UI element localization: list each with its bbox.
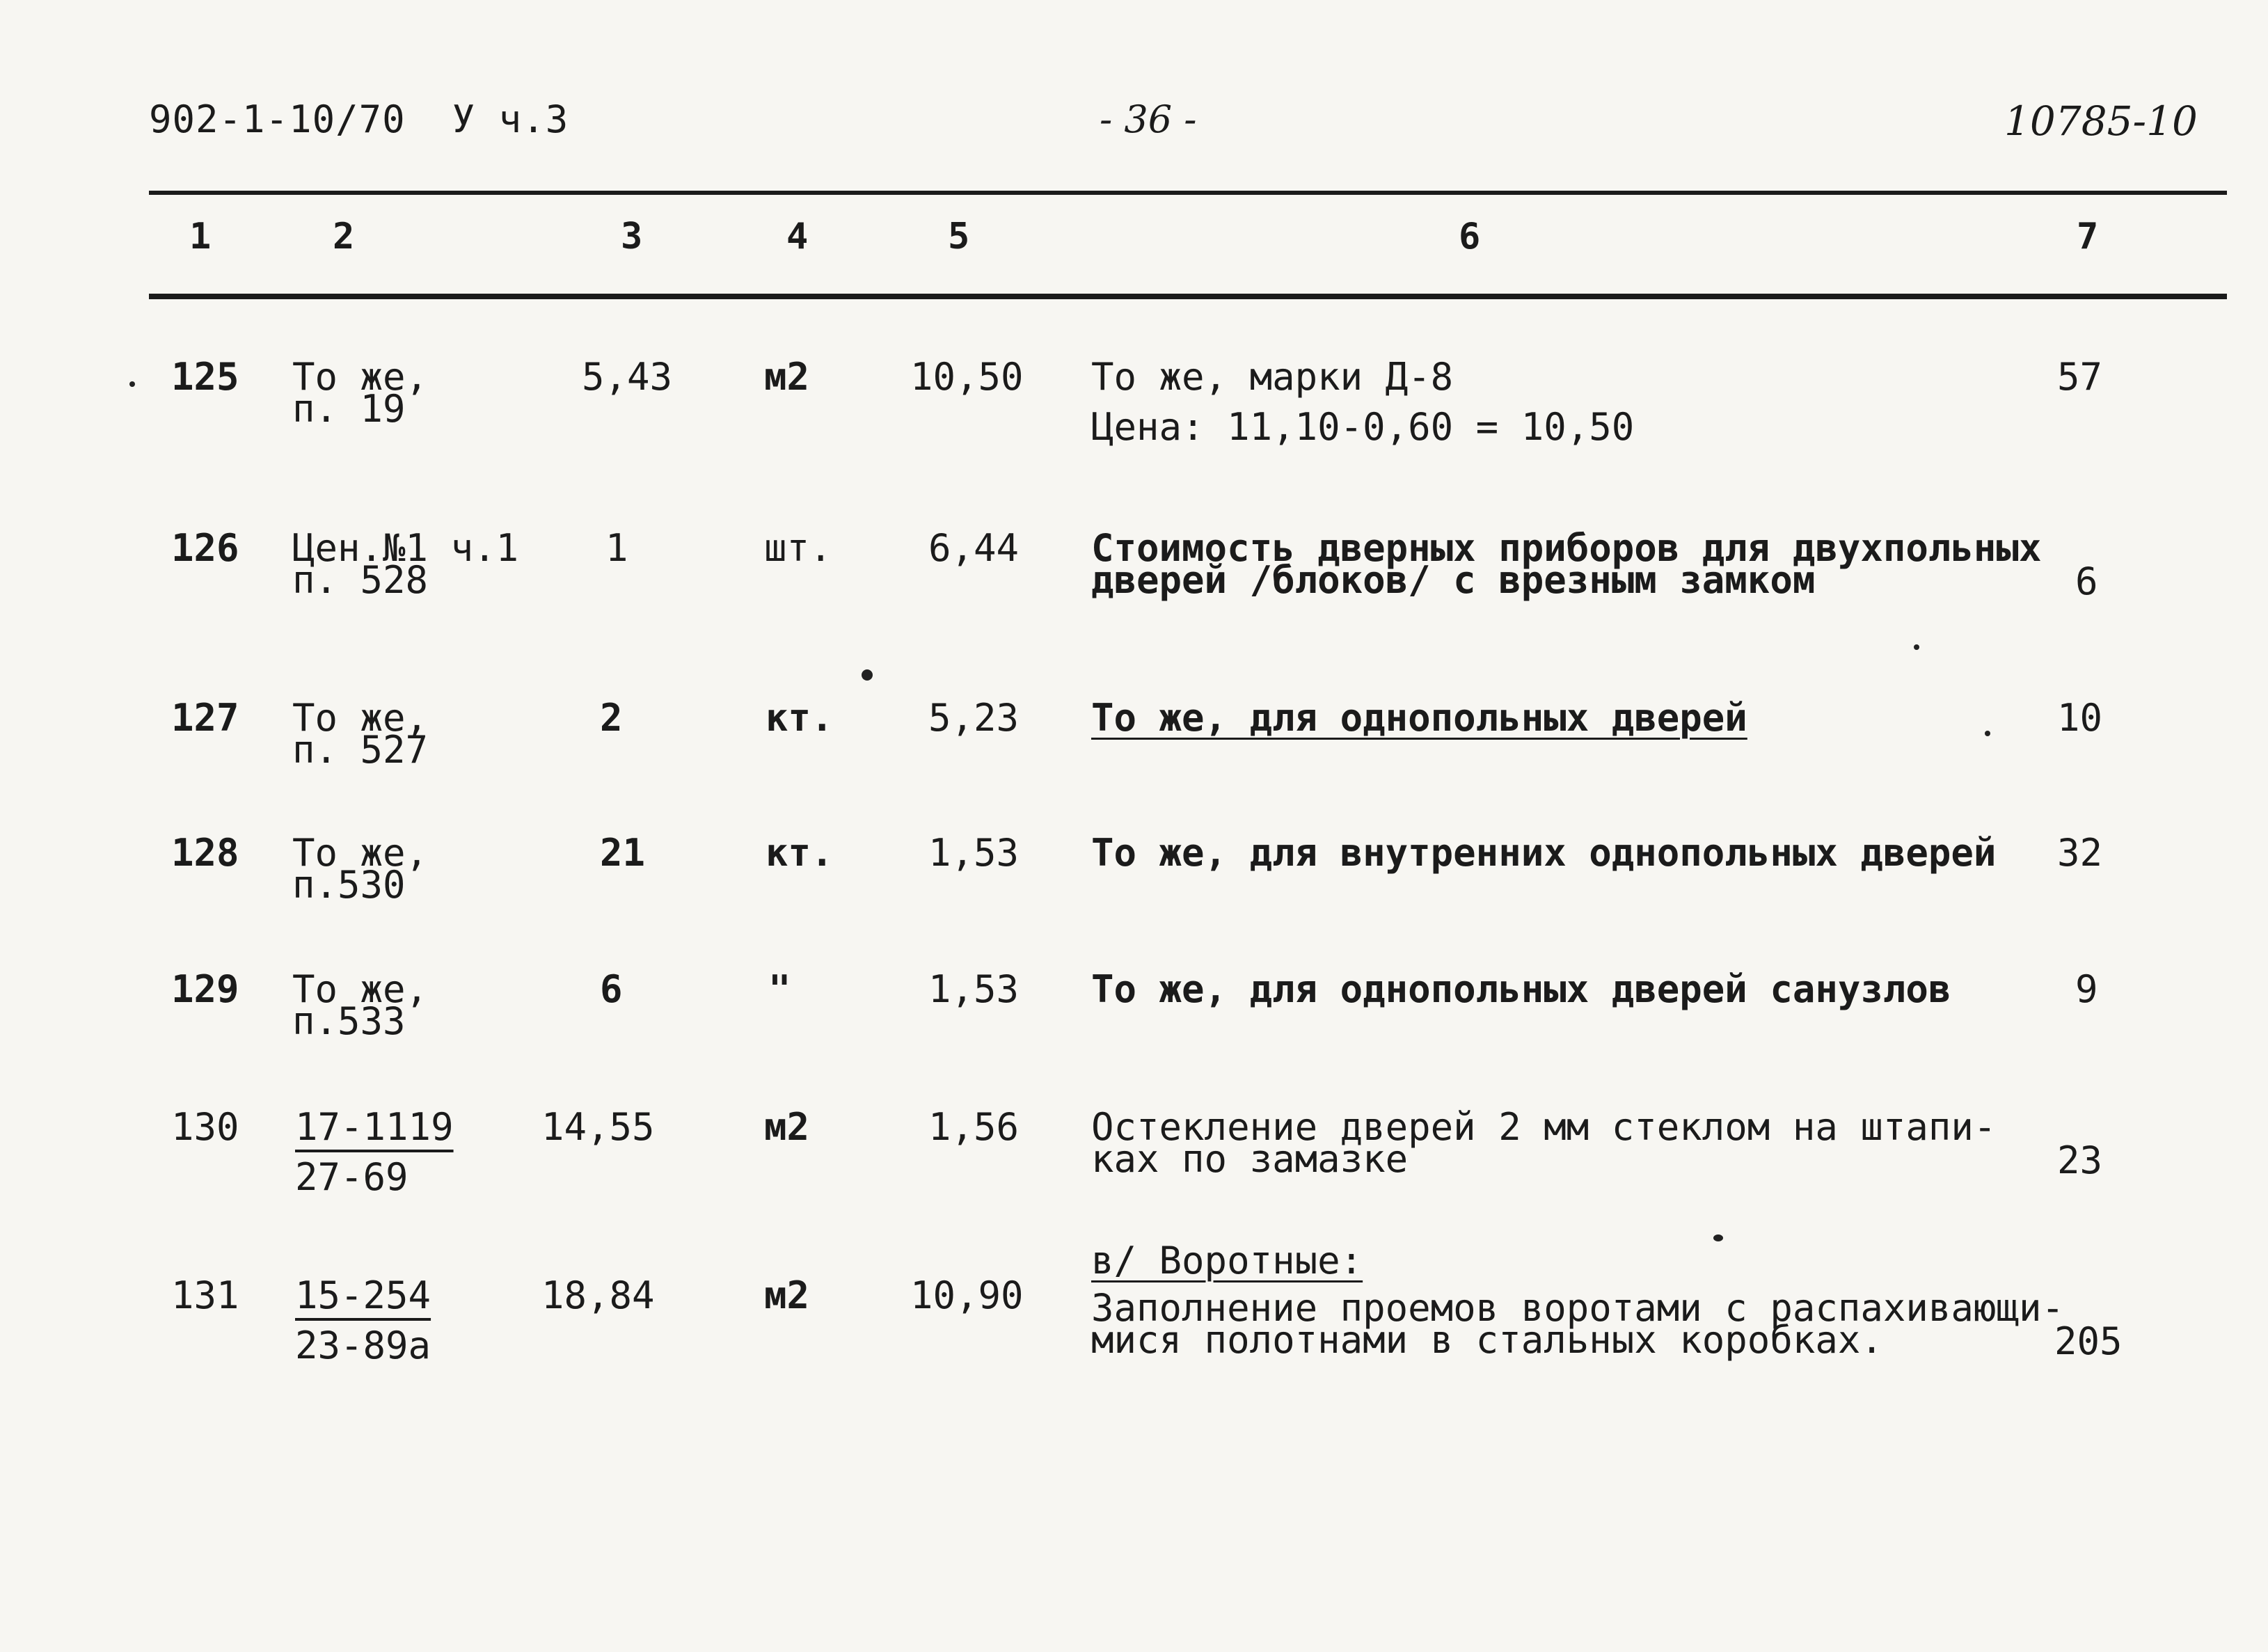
table-top-rule	[149, 191, 2227, 195]
row-description-line1: То же, для однопольных дверей санузлов	[1091, 967, 1951, 1011]
row-number: 129	[171, 967, 239, 1011]
scan-speck	[862, 669, 873, 681]
row-quantity: 21	[600, 831, 646, 875]
row-description-line2: мися полотнами в стальных коробках.	[1091, 1318, 1883, 1362]
row-total: 57	[2057, 355, 2103, 399]
row-unit: кт.	[766, 831, 834, 875]
scan-speck	[1985, 731, 1990, 736]
row-ref-line2: п.533	[292, 999, 406, 1043]
row-price: 1,53	[928, 831, 1020, 875]
row-quantity: 1	[605, 526, 628, 570]
row-ref-line2: п. 19	[292, 387, 406, 431]
row-ref-line1: То же,	[292, 967, 429, 1011]
row-price: 1,56	[928, 1105, 1020, 1149]
row-description-line1: То же, для внутренних однопольных дверей	[1091, 831, 1997, 875]
row-ref-line1: То же,	[292, 696, 429, 740]
row-unit: шт.	[764, 526, 832, 570]
row-total: 6	[2075, 559, 2098, 603]
row-quantity: 6	[600, 967, 623, 1011]
scan-speck	[1713, 1234, 1723, 1241]
row-ref	[295, 1106, 454, 1198]
row-number: 131	[171, 1273, 239, 1317]
row-price: 10,90	[910, 1273, 1024, 1317]
archive-number: 10785-10	[2004, 97, 2198, 145]
row-unit: м2	[764, 1105, 810, 1149]
row-total: 32	[2057, 831, 2103, 875]
row-description-line2: Цена: 11,10-0,60 = 10,50	[1091, 405, 1635, 449]
section-title: в/ Воротные:	[1091, 1239, 1363, 1282]
row-total: 23	[2057, 1138, 2103, 1182]
row-description	[1091, 832, 1996, 874]
page-number: - 36 -	[1100, 97, 1197, 141]
row-description-line1: То же, для однопольных дверей	[1091, 696, 1747, 740]
column-header-1: 1	[189, 216, 212, 257]
row-price: 5,23	[928, 696, 1020, 740]
row-quantity: 2	[600, 696, 623, 740]
column-header-2: 2	[333, 216, 355, 257]
row-ref-line1: То же,	[292, 355, 429, 399]
row-number: 126	[171, 526, 239, 570]
row-number: 127	[171, 696, 239, 740]
row-description	[1091, 1106, 1996, 1180]
row-quantity: 18,84	[541, 1273, 655, 1317]
row-unit: м2	[764, 355, 810, 399]
row-number: 130	[171, 1105, 239, 1149]
row-ref-denominator: 27-69	[295, 1155, 409, 1199]
row-ref-line2: п. 527	[292, 728, 429, 772]
row-ref	[292, 697, 428, 771]
column-header-4: 4	[786, 216, 809, 257]
row-number: 128	[171, 831, 239, 875]
table-header-bottom-rule	[149, 294, 2227, 299]
row-ref-line1: Цен.№1 ч.1	[292, 526, 519, 570]
row-ref	[292, 969, 428, 1042]
row-total: 205	[2054, 1319, 2123, 1363]
row-total: 10	[2057, 696, 2103, 740]
doc-code-number: 902-1-10/70	[149, 97, 406, 141]
row-description-line1: Заполнение проемов воротами с распахивающи-	[1091, 1286, 2064, 1330]
row-description-line2: ках по замазке	[1091, 1137, 1409, 1181]
row-ref-line2: п.530	[292, 863, 406, 907]
row-description-line2: дверей /блоков/ с врезным замком	[1091, 558, 1816, 602]
scan-speck	[1914, 644, 1919, 650]
column-header-5: 5	[948, 216, 970, 257]
row-description-line1: Остекление дверей 2 мм стеклом на штапи-	[1091, 1105, 1997, 1149]
row-description-line1: То же, марки Д-8	[1091, 355, 1454, 399]
row-description	[1091, 697, 1747, 739]
row-unit: м2	[764, 1273, 810, 1317]
row-ref-line2: п. 528	[292, 558, 429, 602]
column-header-7: 7	[2077, 216, 2099, 257]
row-ref-numerator: 15-254	[295, 1273, 431, 1317]
row-description	[1091, 969, 1951, 1010]
row-ref	[292, 356, 428, 430]
row-unit: "	[768, 967, 791, 1011]
row-total: 9	[2075, 967, 2098, 1011]
row-ref	[295, 1275, 431, 1367]
row-number: 125	[171, 355, 239, 399]
row-description-line1: Стоимость дверных приборов для двухпольных	[1091, 526, 2042, 570]
row-description	[1091, 1240, 2064, 1361]
row-quantity: 14,55	[541, 1105, 655, 1149]
scan-speck	[129, 381, 135, 387]
column-header-3: 3	[621, 216, 643, 257]
row-quantity: 5,43	[582, 355, 673, 399]
doc-part: У ч.3	[452, 97, 569, 141]
row-price: 1,53	[928, 967, 1020, 1011]
row-description	[1091, 356, 1634, 448]
row-ref	[292, 527, 518, 601]
row-ref-numerator: 17-1119	[295, 1105, 454, 1149]
row-price: 6,44	[928, 526, 1020, 570]
column-header-6: 6	[1459, 216, 1481, 257]
doc-code	[149, 97, 569, 141]
row-ref-line1: То же,	[292, 831, 429, 875]
row-unit: кт.	[766, 696, 834, 740]
row-price: 10,50	[910, 355, 1024, 399]
row-ref	[292, 832, 428, 906]
row-ref-denominator: 23-89а	[295, 1324, 431, 1367]
row-description	[1091, 527, 2041, 601]
